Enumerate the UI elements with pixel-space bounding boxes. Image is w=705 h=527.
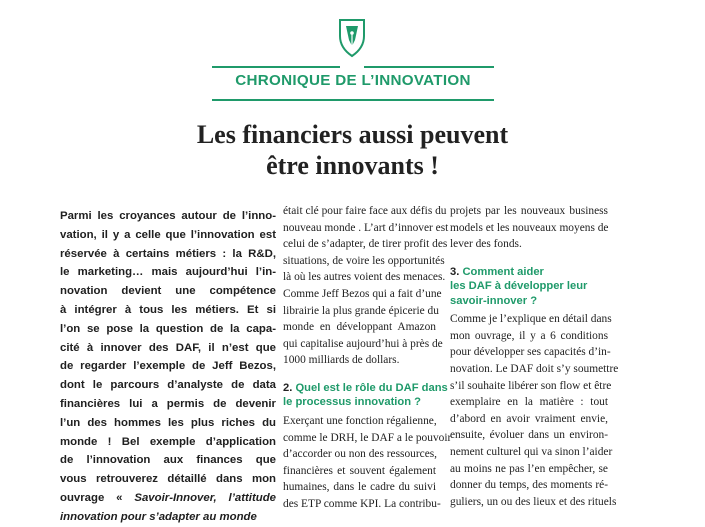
body-line: monde en développant Amazon: [283, 321, 436, 334]
body-line: comme le DRH, le DAF a le pouvoir: [283, 431, 452, 444]
lead-line: vation, il y a celle que l’innovation est: [60, 228, 276, 241]
lead-line-prefix: ouvrage «: [60, 491, 135, 504]
lead-line: dont le parcours d’analyste de data: [60, 379, 276, 392]
middle-column: [283, 203, 452, 513]
lead-line: cité à innover des DAF, il n’est que: [60, 341, 276, 354]
body-line: librairie la plus grande épicerie du: [283, 304, 439, 317]
section-3-number: 3.: [450, 265, 460, 278]
lead-line: novation devient une compétence: [60, 285, 276, 298]
body-line: situations, de voire les opportunités: [283, 254, 445, 267]
lead-line: réservée à certains métiers : la R&D,: [60, 247, 276, 260]
body-line: s’il souhaite libérer son flow et être: [450, 379, 612, 392]
fountain-pen-nib-icon: [336, 12, 368, 60]
body-line: pour développer ses capacités d’in-: [450, 346, 611, 359]
lead-line: de regarder l’exemple de Jeff Bezos,: [60, 360, 276, 373]
header-rule-right: [364, 66, 494, 68]
section-2-number: 2.: [283, 381, 293, 394]
header-rule-bottom: [212, 99, 494, 101]
lead-line: Parmi les croyances autour de l’inno-: [60, 210, 276, 222]
body-line: 1000 milliards de dollars.: [283, 354, 400, 367]
body-line: novation. Le DAF doit s’y soumettre: [450, 363, 619, 376]
body-line: mon ouvrage, il y a 6 conditions: [450, 329, 608, 342]
title-line-1: Les financiers aussi peuvent: [196, 120, 509, 149]
middle-paragraph-1: [283, 203, 449, 369]
section-3-title-a: Comment aider: [462, 265, 544, 278]
section-kicker: CHRONIQUE DE L’INNOVATION: [235, 72, 471, 89]
lead-line: l’un des hommes les plus riches du: [60, 416, 276, 429]
body-line: était clé pour faire face aux défis du: [283, 205, 447, 217]
lead-line: [60, 489, 276, 508]
lead-paragraph: [60, 207, 276, 527]
body-line: Exerçant une fonction régalienne,: [283, 414, 437, 427]
lead-line: le marketing… mais aujourd’hui l’in-: [60, 266, 276, 279]
lead-line: de l’innovation aux finances que: [60, 454, 276, 467]
body-line: models et les nouveaux moyens de: [450, 221, 609, 234]
lead-line: l’on se pose la question de la capa-: [60, 322, 276, 335]
body-line: des ETP comme KPI. La contribu-: [283, 497, 441, 510]
body-line: celui de s’adapter, de tirer profit des: [283, 238, 448, 251]
right-column: [450, 203, 619, 510]
body-line: au moins ne pas l’en empêcher, se: [450, 462, 608, 475]
section-3-title-c: savoir-innover ?: [450, 294, 538, 307]
body-line: lever des fonds.: [450, 238, 522, 251]
header-rule-left: [212, 66, 340, 68]
lead-line: financières lui a permis de devenir: [60, 397, 276, 410]
lead-line: vous retrouverez détaillé dans mon: [60, 473, 276, 486]
body-line: exemplaire en la matière : tout: [450, 396, 608, 409]
body-line: Comme Jeff Bezos qui a fait d’une: [283, 287, 442, 300]
middle-paragraph-2: [283, 413, 452, 513]
body-line: qui capitalise aujourd’hui à près de: [283, 337, 443, 350]
section-2-title-a: Quel est le rôle du DAF dans: [295, 381, 448, 394]
article-title: [100, 119, 605, 181]
body-line: donner du temps, des moments ré-: [450, 479, 608, 492]
body-line: projets par les nouveaux business: [450, 205, 608, 217]
section-3-heading: [450, 265, 608, 309]
body-line: guliers, un ou des lieux et des rituels: [450, 495, 617, 508]
body-line: là où les autres voient des menaces.: [283, 271, 446, 284]
body-line: d’abord en avoir vraiment envie,: [450, 412, 608, 425]
right-paragraph-1: [450, 203, 608, 253]
body-line: humaines, dans le cadre du suivi: [283, 481, 436, 494]
section-2-title-b: le processus innovation ?: [283, 396, 422, 409]
lead-line: à intégrer à tous les métiers. Et si: [60, 303, 276, 316]
body-line: d’accorder ou non des ressources,: [283, 448, 438, 461]
lead-line: monde ! Bel exemple d’application: [60, 435, 276, 448]
section-3-title-b: les DAF à développer leur: [450, 280, 588, 293]
right-paragraph-2: [450, 311, 619, 510]
lead-line-italic: innovation pour s’adapter au monde: [60, 510, 257, 523]
body-line: nement culturel qui va sinon l’aider: [450, 446, 613, 459]
body-line: nouveau monde . L’art d’innover est: [283, 221, 449, 234]
body-line: financières et souvent également: [283, 464, 436, 477]
body-line: Comme je l’explique en détail dans: [450, 313, 612, 326]
body-line: ensuite, évoluer dans un environ-: [450, 429, 608, 442]
section-2-heading: [283, 381, 448, 410]
book-title-italic: Savoir-Innover, l’attitude: [134, 491, 276, 504]
title-line-2: être innovants !: [266, 151, 439, 180]
